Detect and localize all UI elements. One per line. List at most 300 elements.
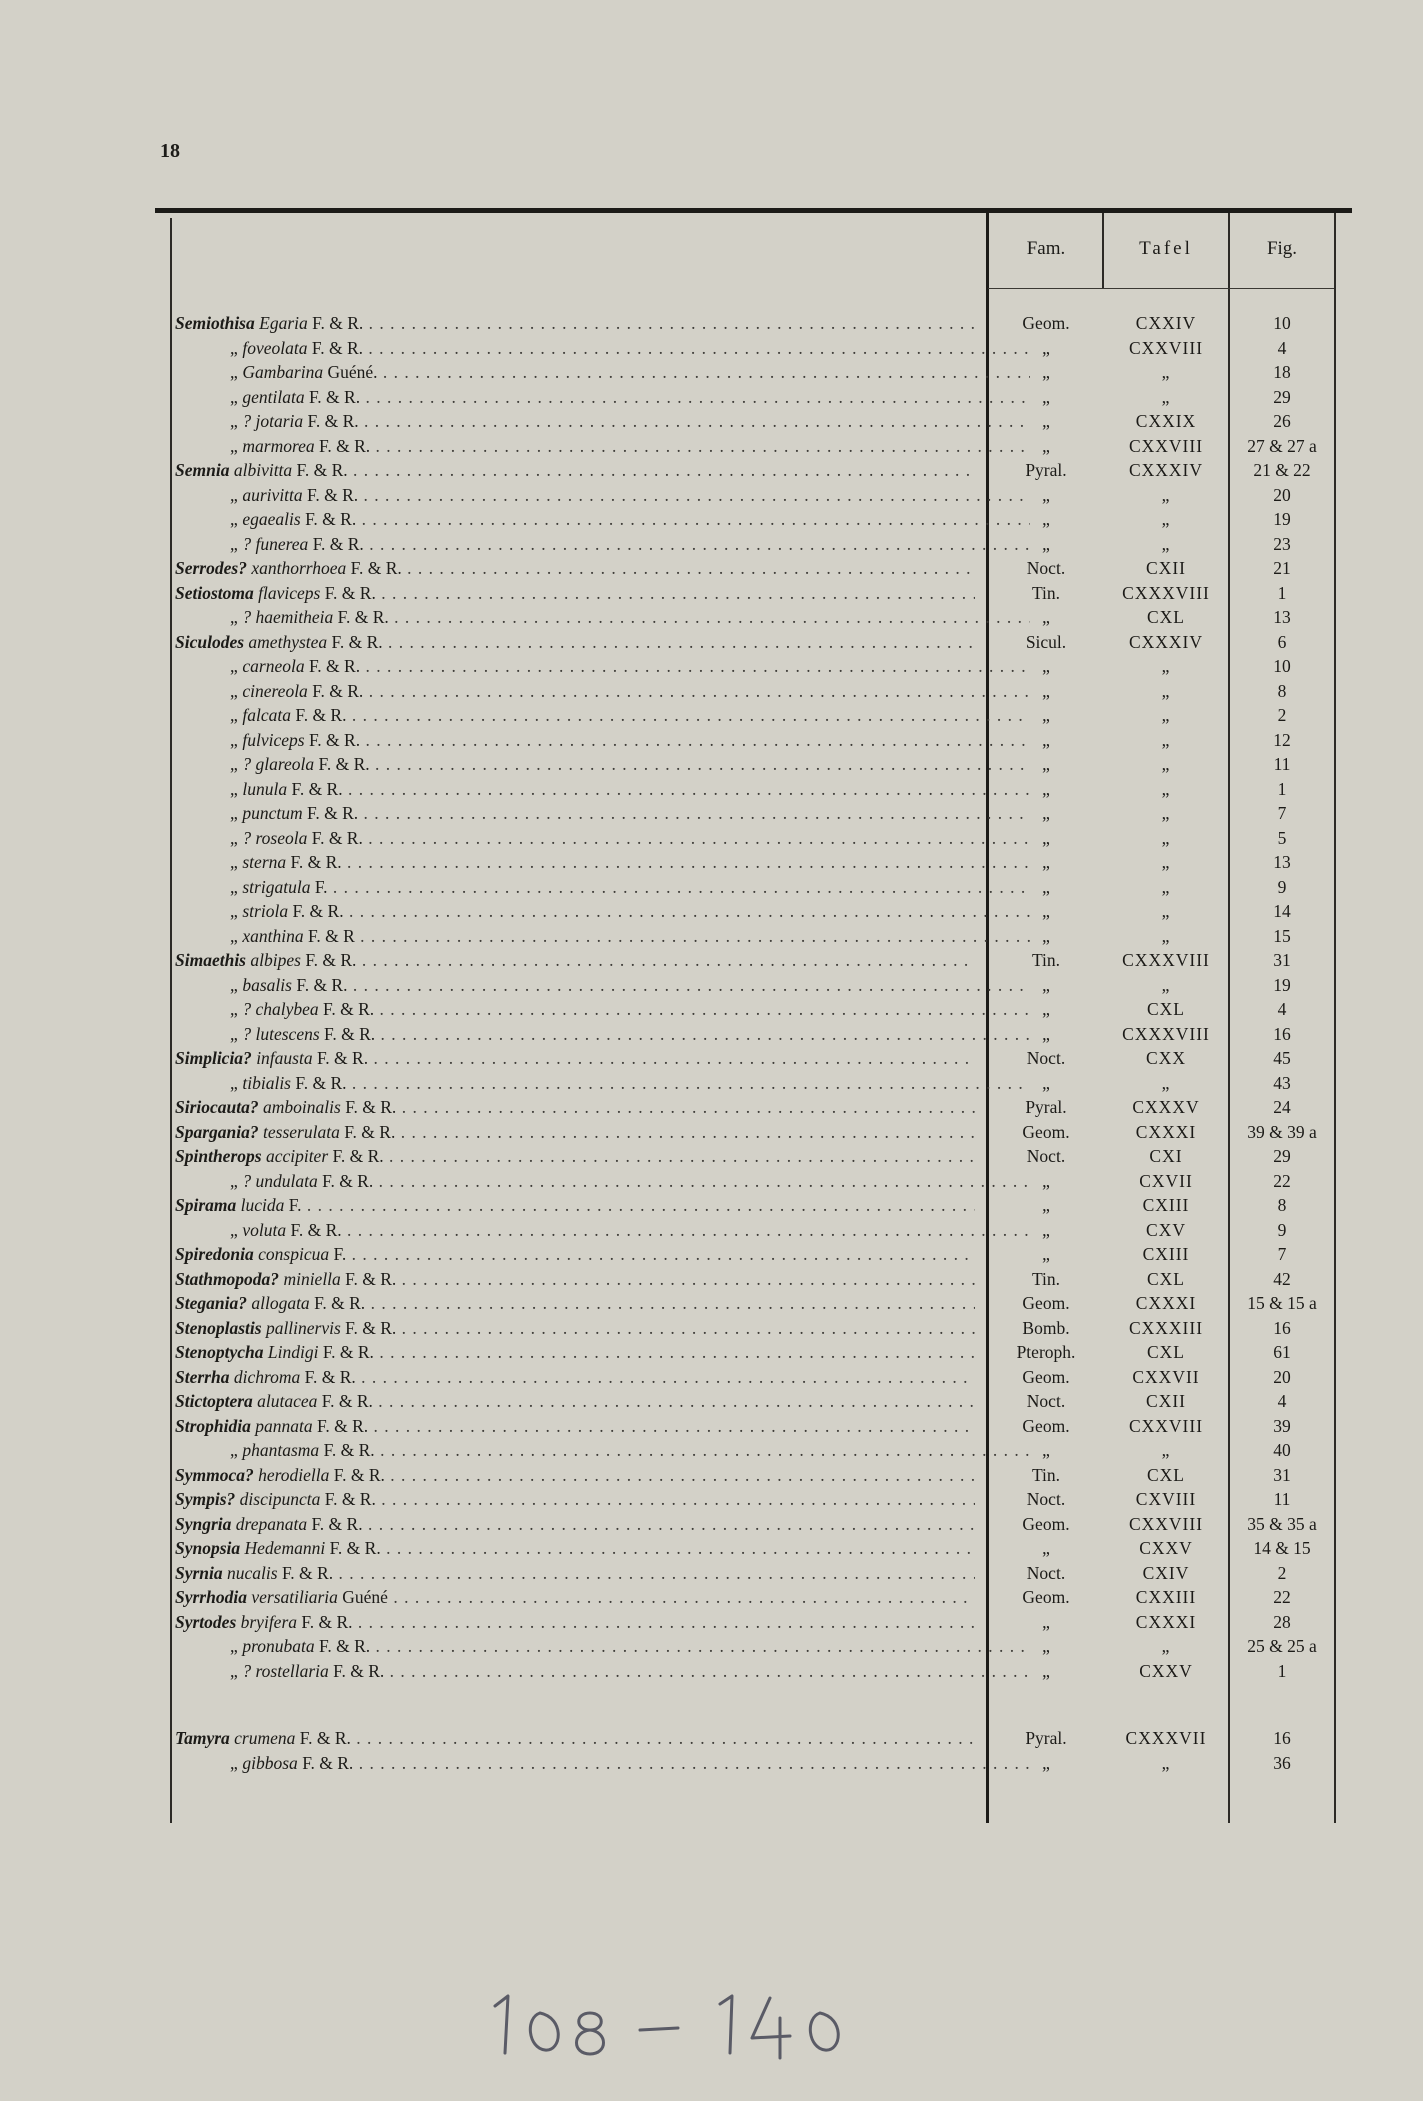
genus: „	[230, 852, 238, 872]
family-cell: „	[1042, 435, 1050, 456]
table-row	[0, 532, 1423, 557]
tafel-cell: „	[1161, 729, 1171, 750]
species: Lindigi	[267, 1342, 319, 1362]
tafel-cell: „	[1161, 656, 1171, 676]
author: F. & R.	[323, 999, 375, 1019]
species: falcata	[242, 705, 291, 725]
species-name	[175, 1291, 975, 1316]
tafel-cell: CXXXIV	[1128, 460, 1204, 480]
author: F. & R.	[304, 1366, 356, 1387]
species-list	[0, 311, 1423, 1775]
figure-cell: 28	[1273, 1611, 1291, 1632]
table-row	[0, 654, 1423, 679]
figure-cell: 8	[1277, 1195, 1287, 1215]
species-name	[175, 1095, 975, 1120]
author: F. & R.	[311, 337, 363, 358]
tafel-cell: CXXIX	[1135, 411, 1197, 431]
figure-cell: 31	[1273, 1464, 1291, 1485]
tafel-cell: CXXVII	[1132, 1366, 1200, 1387]
tafel-cell: CXX	[1146, 1048, 1186, 1068]
author: F.	[314, 876, 328, 897]
genus: Spintherops	[175, 1146, 262, 1166]
family-cell: „	[1042, 925, 1050, 946]
tafel-cell: „	[1161, 1636, 1171, 1656]
table-row	[0, 385, 1423, 410]
author: F. & R.	[324, 1489, 376, 1509]
species: gentilata	[242, 386, 305, 407]
author: F. & R.	[312, 533, 364, 554]
page-number: 18	[160, 140, 180, 162]
tafel-cell: „	[1161, 827, 1171, 848]
species: aurivitta	[242, 484, 303, 505]
species-name	[175, 1218, 1030, 1243]
figure-cell: 23	[1273, 533, 1291, 554]
table-row	[0, 581, 1423, 606]
figure-cell: 16	[1273, 1728, 1291, 1748]
figure-cell: 12	[1273, 729, 1291, 750]
author: F. & R.	[296, 974, 348, 995]
family-cell: Pteroph.	[1016, 1342, 1076, 1362]
table-row	[0, 630, 1423, 655]
author: F.	[288, 1195, 302, 1215]
author: F. & R.	[312, 313, 364, 333]
species-name	[175, 1365, 975, 1390]
author: F. & R.	[296, 460, 348, 480]
author: F. & R.	[324, 582, 376, 603]
genus: „	[230, 1023, 238, 1044]
species-name	[175, 1659, 1030, 1684]
author: F. & R.	[350, 558, 402, 578]
genus: Setiostoma	[175, 582, 254, 603]
species: alutacea	[257, 1391, 318, 1411]
species-name	[175, 728, 1030, 753]
figure-cell: 4	[1277, 999, 1287, 1019]
species-name	[175, 458, 975, 483]
species-name	[175, 1634, 1030, 1659]
figure-cell: 9	[1277, 1219, 1287, 1240]
tafel-cell: CXL	[1147, 607, 1185, 627]
tafel-cell: CXXXI	[1135, 1293, 1197, 1313]
genus: Stegania?	[175, 1293, 247, 1313]
author: F. & R.	[308, 386, 361, 407]
species-name	[175, 1316, 975, 1341]
tafel-cell: „	[1161, 705, 1171, 725]
species-name	[175, 507, 1030, 532]
species: ? lutescens	[242, 1023, 320, 1044]
table-row	[0, 997, 1423, 1022]
species: ? glareola	[242, 754, 315, 774]
author: F. & R.	[290, 1219, 342, 1240]
tafel-cell: „	[1161, 803, 1171, 823]
species: lunula	[242, 778, 288, 799]
table-row	[0, 703, 1423, 728]
species: albipes	[250, 950, 301, 970]
family-cell: Geom.	[1022, 1121, 1070, 1142]
genus: Semnia	[175, 460, 230, 480]
tafel-cell: CXII	[1146, 558, 1186, 578]
figure-cell: 11	[1273, 1489, 1291, 1509]
tafel-cell: „	[1161, 974, 1171, 995]
figure-cell: 20	[1273, 1366, 1291, 1387]
table-row	[0, 899, 1423, 924]
species-name	[175, 924, 1030, 949]
table-row	[0, 850, 1423, 875]
tafel-cell: CXL	[1147, 1268, 1185, 1289]
tafel-cell: CXXIV	[1135, 313, 1197, 333]
species-name	[175, 1022, 1030, 1047]
figure-cell: 39 & 39 a	[1247, 1121, 1317, 1142]
table-row	[0, 1120, 1423, 1145]
family-cell: „	[1042, 1752, 1050, 1773]
species-name	[175, 630, 975, 655]
family-cell: Noct.	[1026, 1391, 1066, 1411]
species-name	[175, 360, 1030, 385]
species: ? roseola	[242, 827, 308, 848]
author: F. & R.	[345, 1317, 397, 1338]
figure-cell: 10	[1273, 313, 1291, 333]
author: Guéné.	[327, 362, 378, 382]
figure-cell: 4	[1277, 337, 1287, 358]
tafel-cell: CXIV	[1142, 1562, 1190, 1583]
figure-cell: 20	[1273, 484, 1291, 505]
figure-cell: 36	[1273, 1752, 1291, 1773]
species: cinereola	[242, 680, 308, 701]
species: marmorea	[242, 435, 315, 456]
genus: „	[230, 876, 238, 897]
figure-cell: 9	[1277, 876, 1287, 897]
family-cell: „	[1042, 803, 1050, 823]
table-row	[0, 1340, 1423, 1365]
genus: Symmoca?	[175, 1464, 254, 1485]
tafel-cell: „	[1161, 1440, 1171, 1460]
family-cell: „	[1042, 509, 1050, 529]
family-cell: „	[1042, 1023, 1050, 1044]
tafel-cell: CXXVIII	[1128, 1415, 1204, 1436]
genus: Stenoplastis	[175, 1317, 262, 1338]
genus: Sympis?	[175, 1489, 236, 1509]
genus: „	[230, 607, 238, 627]
author: F. & R.	[318, 754, 370, 774]
figure-cell: 42	[1273, 1268, 1291, 1289]
species: flaviceps	[258, 582, 321, 603]
tafel-cell: CXII	[1146, 1391, 1186, 1411]
species-name	[175, 826, 1030, 851]
tafel-cell: „	[1161, 1752, 1171, 1773]
species-name	[175, 1267, 975, 1292]
tafel-cell: CXL	[1147, 1464, 1185, 1485]
species-name	[175, 1242, 975, 1267]
species-name	[175, 1536, 975, 1561]
header-fam: Fam.	[1026, 238, 1066, 259]
family-cell: Geom.	[1022, 1366, 1070, 1387]
author: F. & R.	[344, 1121, 396, 1142]
figure-cell: 7	[1277, 803, 1287, 823]
figure-cell: 29	[1273, 386, 1291, 407]
table-row	[0, 1463, 1423, 1488]
species: basalis	[242, 974, 292, 995]
author: F. & R.	[337, 607, 389, 627]
figure-cell: 16	[1273, 1023, 1291, 1044]
family-cell: „	[1042, 705, 1050, 725]
genus: Tamyra	[175, 1728, 230, 1748]
author: F. & R.	[331, 631, 383, 652]
species-name	[175, 752, 1030, 777]
table-row	[0, 556, 1423, 581]
family-cell: Pyral.	[1025, 460, 1067, 480]
table-row	[0, 1144, 1423, 1169]
species-name	[175, 679, 1030, 704]
species: conspicua	[258, 1244, 330, 1264]
table-row	[0, 1218, 1423, 1243]
author: F. & R.	[301, 1611, 353, 1632]
figure-cell: 14	[1273, 901, 1291, 921]
family-cell: „	[1042, 362, 1050, 382]
genus: Simaethis	[175, 950, 246, 970]
table-row	[0, 1316, 1423, 1341]
table-row	[0, 360, 1423, 385]
figure-cell: 22	[1273, 1170, 1291, 1191]
figure-cell: 40	[1273, 1440, 1291, 1460]
genus: Syrnia	[175, 1562, 223, 1583]
species-name	[175, 532, 1030, 557]
figure-cell: 15 & 15 a	[1247, 1293, 1317, 1313]
tafel-cell: „	[1161, 778, 1171, 799]
tafel-cell: „	[1161, 754, 1171, 774]
family-cell: „	[1042, 680, 1050, 701]
family-cell: „	[1042, 484, 1050, 505]
author: F. & R.	[295, 1072, 347, 1093]
table-row	[0, 973, 1423, 998]
species: Hedemanni	[244, 1538, 326, 1558]
species: gibbosa	[242, 1752, 298, 1773]
family-cell: Pyral.	[1025, 1097, 1067, 1117]
tafel-cell: „	[1161, 362, 1171, 382]
figure-cell: 21 & 22	[1253, 460, 1311, 480]
family-cell: „	[1042, 1611, 1050, 1632]
species-name	[175, 1046, 975, 1071]
figure-cell: 4	[1277, 1391, 1287, 1411]
family-cell: Geom.	[1022, 313, 1070, 333]
author: F. & R	[308, 925, 355, 946]
genus: „	[230, 411, 238, 431]
genus: Sterrha	[175, 1366, 230, 1387]
genus: Syrtodes	[175, 1611, 237, 1632]
author: F. & R.	[281, 1562, 334, 1583]
table-row	[0, 924, 1423, 949]
author: F. & R.	[345, 1268, 397, 1289]
species-name	[175, 483, 1030, 508]
species-name	[175, 654, 1030, 679]
species: ? funerea	[242, 533, 309, 554]
genus: „	[230, 1440, 238, 1460]
figure-cell: 1	[1277, 778, 1287, 799]
family-cell: „	[1042, 607, 1050, 627]
species: discipuncta	[239, 1489, 321, 1509]
species-name	[175, 1463, 975, 1488]
table-row	[0, 1414, 1423, 1439]
family-cell: Tin.	[1031, 1268, 1061, 1289]
figure-cell: 15	[1273, 925, 1291, 946]
species: ? rostellaria	[242, 1660, 329, 1681]
author: F. & R.	[308, 729, 361, 750]
table-row	[0, 336, 1423, 361]
species: ? undulata	[242, 1170, 318, 1191]
figure-cell: 2	[1277, 705, 1287, 725]
species: bryifera	[240, 1611, 298, 1632]
family-cell: „	[1042, 533, 1050, 554]
species-name	[175, 1193, 975, 1218]
handwritten-note	[400, 1968, 1300, 2068]
species-name	[175, 409, 1030, 434]
species: lucida	[240, 1195, 285, 1215]
family-cell: „	[1042, 1440, 1050, 1460]
figure-cell: 5	[1277, 827, 1287, 848]
figure-cell: 19	[1273, 509, 1291, 529]
author: F. & R.	[305, 509, 357, 529]
table-row	[0, 507, 1423, 532]
genus: „	[230, 656, 238, 676]
author: F. & R.	[332, 1146, 384, 1166]
species-name	[175, 1389, 975, 1414]
table-row	[0, 826, 1423, 851]
tafel-cell: CXV	[1146, 1219, 1186, 1240]
figure-cell: 13	[1273, 607, 1291, 627]
tafel-cell: „	[1161, 509, 1171, 529]
genus: „	[230, 901, 238, 921]
species-name	[175, 336, 1030, 361]
table-row	[0, 1659, 1423, 1684]
figure-cell: 1	[1277, 582, 1287, 603]
tafel-cell: CXXV	[1139, 1660, 1193, 1681]
author: F. & R.	[319, 1636, 371, 1656]
genus: Spiredonia	[175, 1244, 254, 1264]
species: herodiella	[258, 1464, 330, 1485]
species-name	[175, 777, 1030, 802]
species-name	[175, 1414, 975, 1439]
figure-cell: 18	[1273, 362, 1291, 382]
species: phantasma	[242, 1440, 320, 1460]
tafel-cell: CXL	[1147, 1342, 1185, 1362]
family-cell: „	[1042, 1636, 1050, 1656]
table-row	[0, 1365, 1423, 1390]
tafel-cell: CXXVIII	[1128, 337, 1204, 358]
table-row	[0, 1726, 1423, 1751]
genus: Spargania?	[175, 1121, 259, 1142]
author: F. & R.	[299, 1728, 351, 1748]
family-cell: „	[1042, 386, 1050, 407]
family-cell: Noct.	[1026, 1146, 1066, 1166]
tafel-cell: „	[1161, 533, 1171, 554]
family-cell: „	[1042, 729, 1050, 750]
species-name	[175, 1585, 975, 1610]
table-row	[0, 1242, 1423, 1267]
figure-cell: 61	[1273, 1342, 1291, 1362]
genus: „	[230, 680, 238, 701]
genus: „	[230, 533, 238, 554]
author: F. & R.	[295, 705, 347, 725]
author: F. & R.	[312, 680, 364, 701]
figure-cell: 31	[1273, 950, 1291, 970]
species-name	[175, 1512, 975, 1537]
species: versatiliaria	[251, 1587, 338, 1607]
species-name	[175, 850, 1030, 875]
figure-cell: 22	[1273, 1587, 1291, 1607]
table-row	[0, 948, 1423, 973]
family-cell: Noct.	[1026, 1048, 1066, 1068]
figure-cell: 45	[1273, 1048, 1291, 1068]
family-cell: „	[1042, 1072, 1050, 1093]
author: F. & R.	[311, 1513, 363, 1534]
family-cell: Noct.	[1026, 558, 1066, 578]
genus: „	[230, 435, 238, 456]
family-cell: Bomb.	[1022, 1317, 1070, 1338]
tafel-cell: „	[1161, 680, 1171, 701]
tafel-cell: „	[1161, 925, 1171, 946]
species: allogata	[251, 1293, 310, 1313]
family-cell: Geom.	[1022, 1513, 1070, 1534]
figure-cell: 21	[1273, 558, 1291, 578]
tafel-cell: CXXXVIII	[1122, 950, 1210, 970]
genus: „	[230, 827, 238, 848]
tafel-cell: CXXXIV	[1128, 631, 1204, 652]
species: ? jotaria	[242, 411, 304, 431]
tafel-cell: „	[1161, 484, 1171, 505]
author: F. & R.	[319, 435, 371, 456]
tafel-cell: CXXXVII	[1125, 1728, 1207, 1748]
species-name	[175, 1610, 975, 1635]
family-cell: „	[1042, 1538, 1050, 1558]
table-row	[0, 1169, 1423, 1194]
figure-cell: 1	[1277, 1660, 1287, 1681]
table-row	[0, 875, 1423, 900]
genus: Serrodes?	[175, 558, 247, 578]
genus: Stenoptycha	[175, 1342, 264, 1362]
tafel-cell: „	[1161, 901, 1171, 921]
figure-cell: 24	[1273, 1097, 1291, 1117]
species: tibialis	[242, 1072, 291, 1093]
figure-cell: 19	[1273, 974, 1291, 995]
table-row	[0, 801, 1423, 826]
figure-cell: 2	[1277, 1562, 1287, 1583]
species-name	[175, 1071, 1030, 1096]
species: pallinervis	[265, 1317, 341, 1338]
species-name	[175, 581, 975, 606]
species-name	[175, 997, 1030, 1022]
tafel-cell: CXXIII	[1135, 1587, 1197, 1607]
family-cell: „	[1042, 754, 1050, 774]
table-row	[0, 1487, 1423, 1512]
table-row	[0, 1585, 1423, 1610]
species-name	[175, 948, 975, 973]
table-row	[0, 1512, 1423, 1537]
tafel-cell: CXIII	[1142, 1195, 1190, 1215]
genus: „	[230, 1636, 238, 1656]
genus: Simplicia?	[175, 1048, 252, 1068]
table-row	[0, 728, 1423, 753]
family-cell: Tin.	[1031, 582, 1061, 603]
species: carneola	[242, 656, 305, 676]
species: amethystea	[248, 631, 328, 652]
author: F. & R.	[345, 1097, 397, 1117]
genus: „	[230, 803, 238, 823]
species: amboinalis	[263, 1097, 341, 1117]
species: crumena	[234, 1728, 296, 1748]
figure-cell: 29	[1273, 1146, 1291, 1166]
genus: „	[230, 754, 238, 774]
tafel-cell: „	[1161, 386, 1171, 407]
author: Guéné	[342, 1587, 388, 1607]
table-row	[0, 311, 1423, 336]
